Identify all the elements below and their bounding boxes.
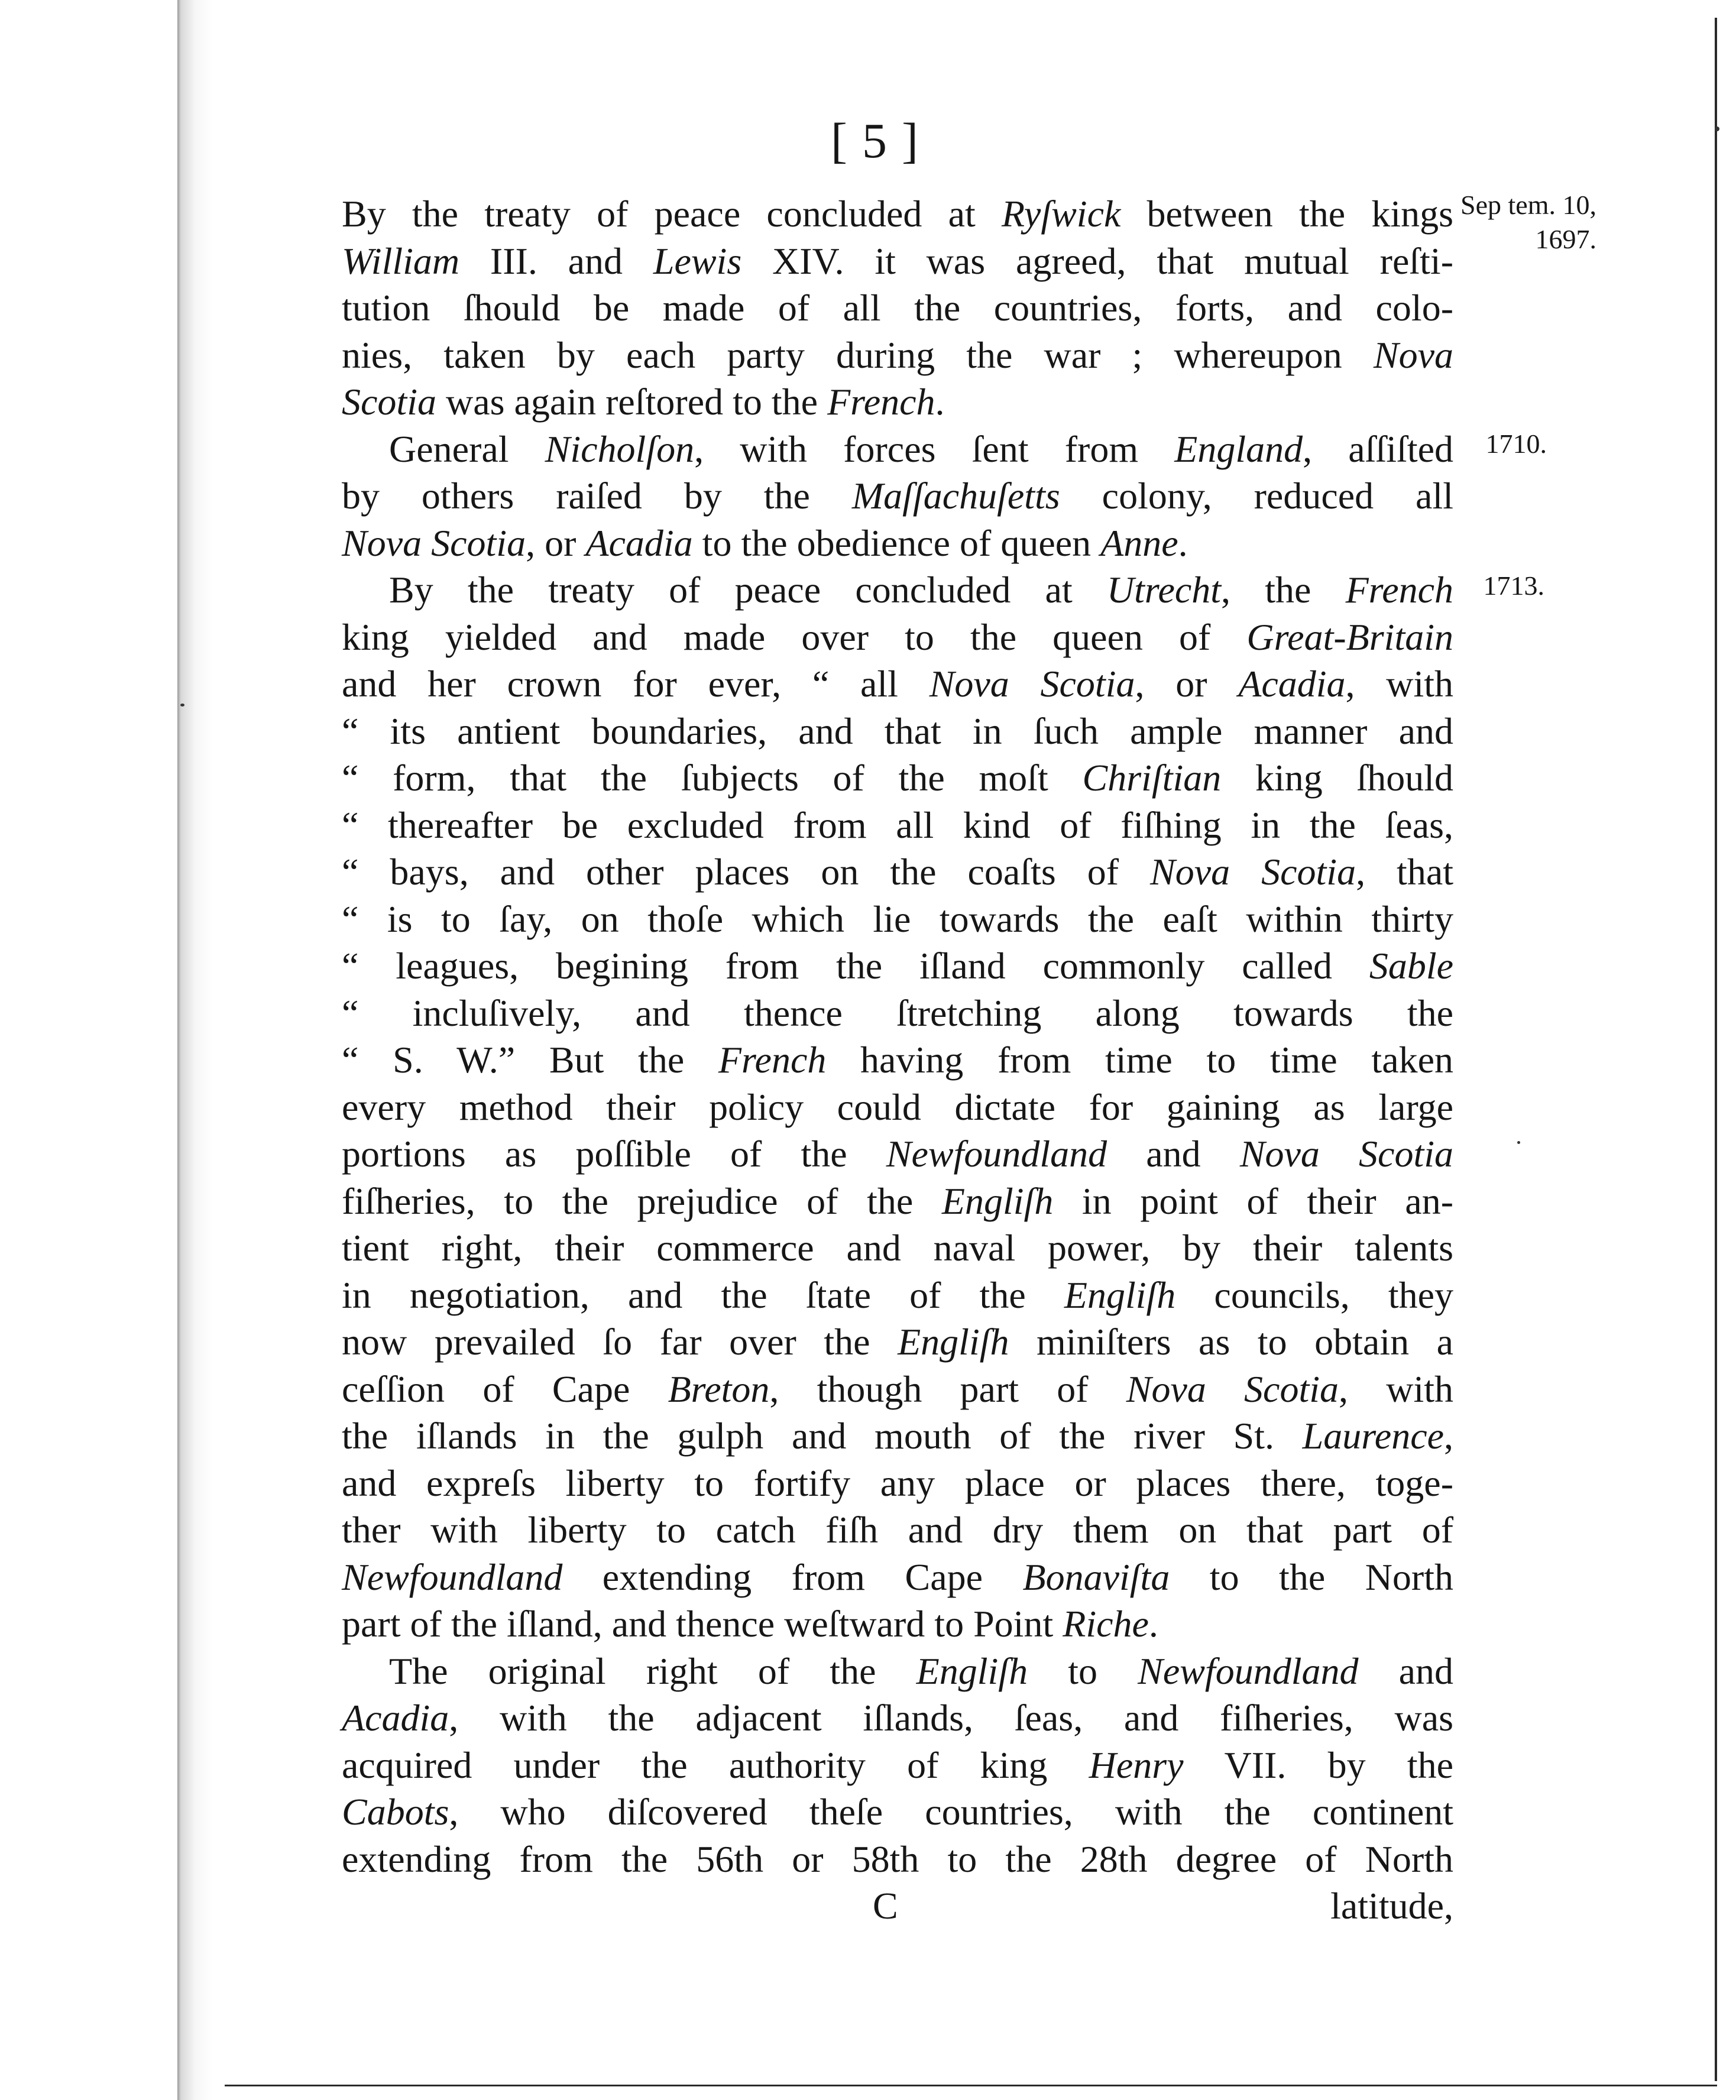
roman-text: to the North xyxy=(1170,1555,1454,1598)
roman-text: tient right, their commerce and naval power, by their talents xyxy=(342,1227,1453,1269)
roman-text: in negotiation, and the ſtate of the xyxy=(342,1273,1064,1316)
text-line xyxy=(342,426,1453,473)
page-number-header: [ 5 ] xyxy=(831,114,919,168)
roman-text: by others raiſed by the xyxy=(342,475,852,517)
text-line xyxy=(342,1742,1453,1789)
italic-text: Riche xyxy=(1063,1603,1149,1645)
roman-text: , or xyxy=(526,521,586,564)
roman-text: “ leagues, begining from the iſland commonly called xyxy=(342,945,1369,987)
roman-text: , with forces ſent from xyxy=(694,427,1175,470)
text-line xyxy=(342,566,1453,614)
text-line xyxy=(342,802,1453,849)
roman-text: “ thereafter be excluded from all kind of fiſhing in the ſeas, xyxy=(342,803,1453,846)
roman-text: , the xyxy=(1221,569,1346,611)
roman-text: By the treaty of peace concluded at xyxy=(342,193,1002,235)
text-line xyxy=(342,520,1453,567)
signature-mark: C xyxy=(873,1885,898,1927)
text-line xyxy=(342,1788,1453,1836)
roman-text: ther with liberty to catch fiſh and dry them on that part of xyxy=(342,1509,1453,1551)
roman-text: miniſters as to obtain a xyxy=(1009,1321,1454,1363)
roman-text: “ its antient boundaries, and that in ſuch ample manner and xyxy=(342,709,1453,752)
text-line xyxy=(342,332,1453,379)
text-line xyxy=(342,1648,1453,1695)
roman-text: acquired under the authority of king xyxy=(342,1743,1089,1786)
roman-text: , though part of xyxy=(769,1367,1126,1410)
roman-text: “ form, that the ſubjects of the moſt xyxy=(342,757,1083,799)
roman-text: , or xyxy=(1135,663,1239,705)
roman-text: was again reſtored to the xyxy=(436,381,828,423)
italic-text: French xyxy=(718,1039,827,1081)
catchword: latitude, xyxy=(1330,1885,1453,1927)
text-line xyxy=(342,472,1453,520)
roman-text: extending from the 56th or 58th to the 28th degree of North xyxy=(342,1838,1453,1880)
roman-text: XIV. it was agreed, that mutual reſti- xyxy=(741,239,1454,282)
italic-text: Nova Scotia xyxy=(1239,1133,1454,1175)
signature-row xyxy=(342,1882,1453,1930)
italic-text: Acadia xyxy=(342,1697,449,1739)
text-line xyxy=(342,708,1453,755)
text-line xyxy=(342,1036,1453,1084)
roman-text: , with xyxy=(1345,663,1454,705)
roman-text: now prevailed ſo far over the xyxy=(342,1321,898,1363)
roman-text: “ bays, and other places on the coaſts of xyxy=(342,851,1151,893)
roman-text: colony, reduced all xyxy=(1060,475,1453,517)
margin-note-date-1713: 1713. xyxy=(1483,571,1544,601)
italic-text: William xyxy=(342,239,460,282)
page-right-edge xyxy=(1715,18,1717,2081)
italic-text: Breton xyxy=(668,1367,770,1410)
roman-text: , that xyxy=(1356,851,1453,893)
roman-text: . xyxy=(1148,1603,1158,1645)
margin-note-date-1697 xyxy=(1443,188,1596,257)
text-line xyxy=(342,990,1453,1037)
roman-text: portions as poſſible of the xyxy=(342,1133,886,1175)
roman-text: nies, taken by each party during the war ; whereupon xyxy=(342,333,1374,376)
text-line xyxy=(342,942,1453,990)
roman-text: The original right of the xyxy=(389,1649,916,1692)
italic-text: Great-Britain xyxy=(1246,615,1453,658)
roman-text: tution ſhould be made of all the countries, forts, and colo- xyxy=(342,287,1453,329)
text-line xyxy=(342,1178,1453,1225)
roman-text: king ſhould xyxy=(1221,757,1454,799)
italic-text: England xyxy=(1174,427,1303,470)
roman-text: between the kings xyxy=(1120,193,1454,235)
italic-text: Anne xyxy=(1100,521,1178,564)
roman-text: extending from Cape xyxy=(562,1555,1023,1598)
ink-speck xyxy=(180,704,184,707)
roman-text: the iſlands in the gulph and mouth of the river St. xyxy=(342,1415,1303,1457)
roman-text: By the treaty of peace concluded at xyxy=(389,569,1107,611)
italic-text: Newfoundland xyxy=(342,1555,563,1598)
italic-text: Engliſh xyxy=(898,1321,1009,1363)
roman-text: king yielded and made over to the queen of xyxy=(342,615,1247,658)
margin-note-line: 1697. xyxy=(1535,224,1596,254)
text-line xyxy=(342,1506,1453,1554)
italic-text: Nova Scotia xyxy=(342,521,526,564)
roman-text: , with xyxy=(1339,1367,1454,1410)
roman-text: having from time to time taken xyxy=(826,1039,1454,1081)
italic-text: Henry xyxy=(1089,1743,1184,1786)
margin-note-date-1710: 1710. xyxy=(1485,429,1547,459)
text-line xyxy=(342,896,1453,943)
text-line xyxy=(342,378,1453,426)
page-bottom-edge xyxy=(225,2085,1717,2086)
roman-text: , aſſiſted xyxy=(1303,427,1454,470)
italic-text: Acadia xyxy=(1238,663,1346,705)
italic-text: Chriſtian xyxy=(1082,757,1222,799)
italic-text: Maſſachuſetts xyxy=(851,475,1060,517)
italic-text: Newfoundland xyxy=(1138,1649,1359,1692)
ink-speck xyxy=(1715,127,1719,131)
text-line xyxy=(342,238,1453,285)
italic-text: Nova Scotia xyxy=(1126,1367,1339,1410)
text-line xyxy=(342,1366,1453,1413)
italic-text: Engliſh xyxy=(1064,1273,1176,1316)
signature-line xyxy=(342,1882,1453,1930)
body-text xyxy=(342,190,1453,1882)
roman-text: , who diſcovered theſe countries, with the continent xyxy=(449,1791,1453,1833)
italic-text: Engliſh xyxy=(941,1179,1054,1222)
italic-text: Nicholſon xyxy=(545,427,695,470)
roman-text: “ is to ſay, on thoſe which lie towards the eaſt within thirty xyxy=(342,897,1453,940)
italic-text: French xyxy=(1345,569,1454,611)
italic-text: Bonaviſta xyxy=(1022,1555,1170,1598)
italic-text: Nova xyxy=(1373,333,1453,376)
text-line xyxy=(342,1130,1453,1178)
roman-text: “ S. W.” But the xyxy=(342,1039,718,1081)
roman-text: in point of their an- xyxy=(1053,1179,1454,1222)
roman-text: part of the iſland, and thence weſtward to Point xyxy=(342,1603,1063,1645)
roman-text: to the obedience of queen xyxy=(692,521,1101,564)
italic-text: Scotia xyxy=(342,381,436,423)
italic-text: Laurence xyxy=(1302,1415,1444,1457)
margin-note-line: Sep tem. 10, xyxy=(1460,190,1596,220)
italic-text: Utrecht xyxy=(1106,569,1222,611)
italic-text: Engliſh xyxy=(916,1649,1028,1692)
roman-text: fiſheries, to the prejudice of the xyxy=(342,1179,942,1222)
text-line xyxy=(342,1412,1453,1460)
roman-text: and expreſs liberty to fortify any place or places there, toge- xyxy=(342,1461,1453,1504)
italic-text: Cabots xyxy=(342,1791,449,1833)
ink-speck xyxy=(1517,1141,1520,1144)
roman-text: VII. by the xyxy=(1183,1743,1454,1786)
text-line xyxy=(342,1318,1453,1366)
roman-text: and xyxy=(1107,1133,1240,1175)
roman-text: . xyxy=(935,381,945,423)
italic-text: Ryſwick xyxy=(1001,193,1121,235)
roman-text: III. and xyxy=(459,239,653,282)
italic-text: Acadia xyxy=(585,521,693,564)
text-line xyxy=(342,1694,1453,1742)
text-line xyxy=(342,1460,1453,1507)
roman-text: and xyxy=(1358,1649,1454,1692)
text-line xyxy=(342,190,1453,238)
text-line xyxy=(342,1600,1453,1648)
text-line xyxy=(342,1836,1453,1883)
italic-text: Lewis xyxy=(653,239,742,282)
book-gutter-shadow xyxy=(177,0,213,2100)
roman-text: . xyxy=(1178,521,1188,564)
italic-text: Nova Scotia xyxy=(1150,851,1356,893)
roman-text: councils, they xyxy=(1175,1273,1453,1316)
text-line xyxy=(342,1224,1453,1272)
text-line xyxy=(342,754,1453,802)
text-line xyxy=(342,1554,1453,1601)
italic-text: Sable xyxy=(1369,945,1453,987)
text-line xyxy=(342,848,1453,896)
text-line xyxy=(342,1084,1453,1131)
text-line xyxy=(342,614,1453,661)
roman-text: and her crown for ever, “ all xyxy=(342,663,929,705)
text-line xyxy=(342,284,1453,332)
italic-text: Newfoundland xyxy=(886,1133,1107,1175)
roman-text: , xyxy=(1444,1415,1453,1457)
italic-text: French xyxy=(827,381,935,423)
roman-text: ceſſion of Cape xyxy=(342,1367,668,1410)
text-line xyxy=(342,1272,1453,1319)
roman-text: “ incluſively, and thence ſtretching along towards the xyxy=(342,991,1453,1034)
roman-text: to xyxy=(1028,1649,1138,1692)
roman-text: , with the adjacent iſlands, ſeas, and fiſheries, was xyxy=(449,1697,1453,1739)
roman-text: General xyxy=(389,427,545,470)
italic-text: Nova Scotia xyxy=(929,663,1135,705)
roman-text: every method their policy could dictate for gaining as large xyxy=(342,1085,1453,1128)
text-line xyxy=(342,660,1453,708)
